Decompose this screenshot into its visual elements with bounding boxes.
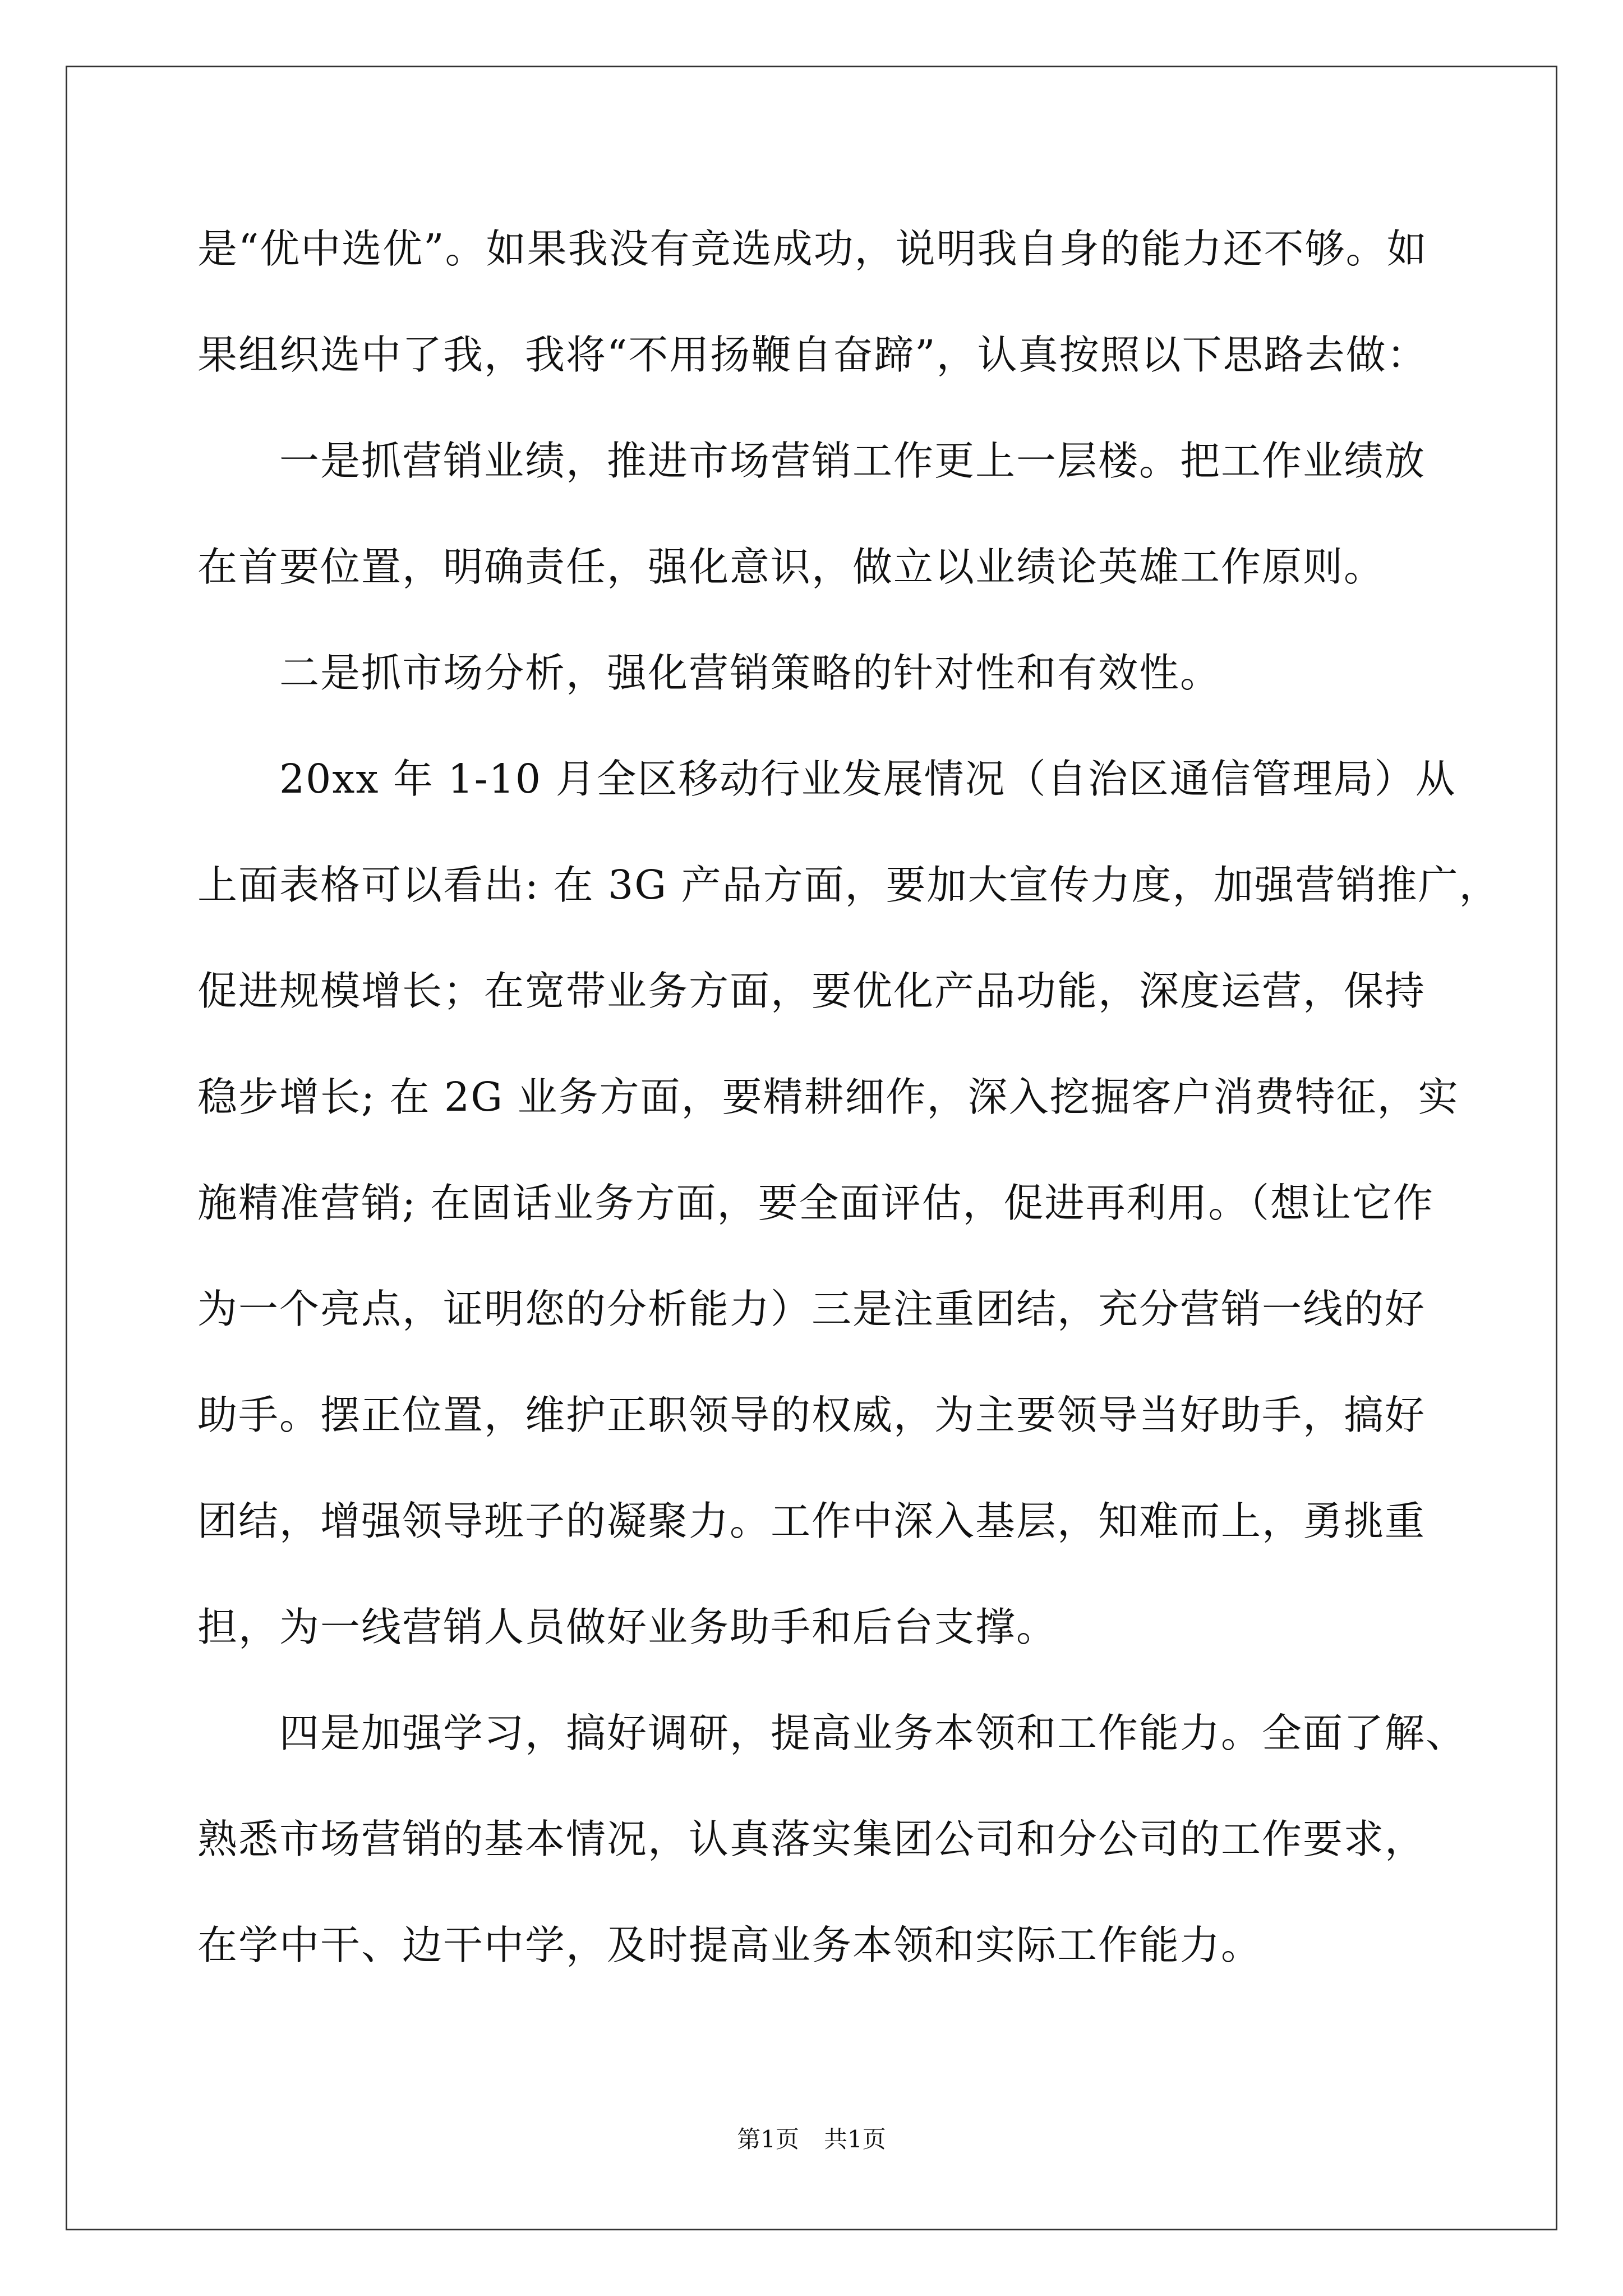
text-line: 助手。摆正位置，维护正职领导的权威，为主要领导当好助手，搞好 — [197, 1392, 1426, 1438]
text-line: 二是抓市场分析，强化营销策略的针对性和有效性。 — [279, 650, 1221, 696]
text-line: 是“优中选优”。如果我没有竞选成功，说明我自身的能力还不够。如 — [197, 226, 1428, 272]
text-line: 20xx 年 1-10 月全区移动行业发展情况（自治区通信管理局）从 — [279, 756, 1456, 802]
text-line: 施精准营销; 在固话业务方面，要全面评估，促进再利用。（想让它作 — [197, 1180, 1434, 1226]
text-line: 果组织选中了我，我将“不用扬鞭自奋蹄”，认真按照以下思路去做： — [197, 332, 1428, 378]
body-text — [197, 196, 1500, 1998]
text-line: 担，为一线营销人员做好业务助手和后台支撑。 — [197, 1604, 1058, 1650]
paragraph — [197, 196, 1426, 408]
text-line: 一是抓营销业绩，推进市场营销工作更上一层楼。把工作业绩放 — [279, 438, 1426, 484]
paragraph — [197, 1680, 1467, 1998]
text-line: 在学中干、边干中学，及时提高业务本领和实际工作能力。 — [197, 1922, 1262, 1968]
text-line: 团结，增强领导班子的凝聚力。工作中深入基层，知难而上，勇挑重 — [197, 1498, 1426, 1544]
page-total: 共1页 — [824, 2125, 886, 2153]
text-line: 为一个亮点，证明您的分析能力）三是注重团结，充分营销一线的好 — [197, 1286, 1426, 1332]
page-footer — [0, 2126, 1623, 2153]
text-line: 四是加强学习，搞好调研，提高业务本领和工作能力。全面了解、 — [279, 1710, 1467, 1756]
text-line: 在首要位置，明确责任，强化意识，做立以业绩论英雄工作原则。 — [197, 544, 1385, 590]
text-line: 熟悉市场营销的基本情况，认真落实集团公司和分公司的工作要求， — [197, 1816, 1426, 1862]
text-line: 上面表格可以看出: 在 3G 产品方面，要加大宣传力度，加强营销推广， — [197, 862, 1500, 908]
text-line: 促进规模增长；在宽带业务方面，要优化产品功能，深度运营，保持 — [197, 968, 1426, 1014]
paragraph — [197, 620, 1426, 726]
text-line: 稳步增长; 在 2G 业务方面，要精耕细作，深入挖掘客户消费特征，实 — [197, 1074, 1459, 1120]
paragraph — [197, 726, 1500, 1680]
paragraph — [197, 408, 1426, 620]
page-number: 第1页 — [737, 2125, 799, 2153]
